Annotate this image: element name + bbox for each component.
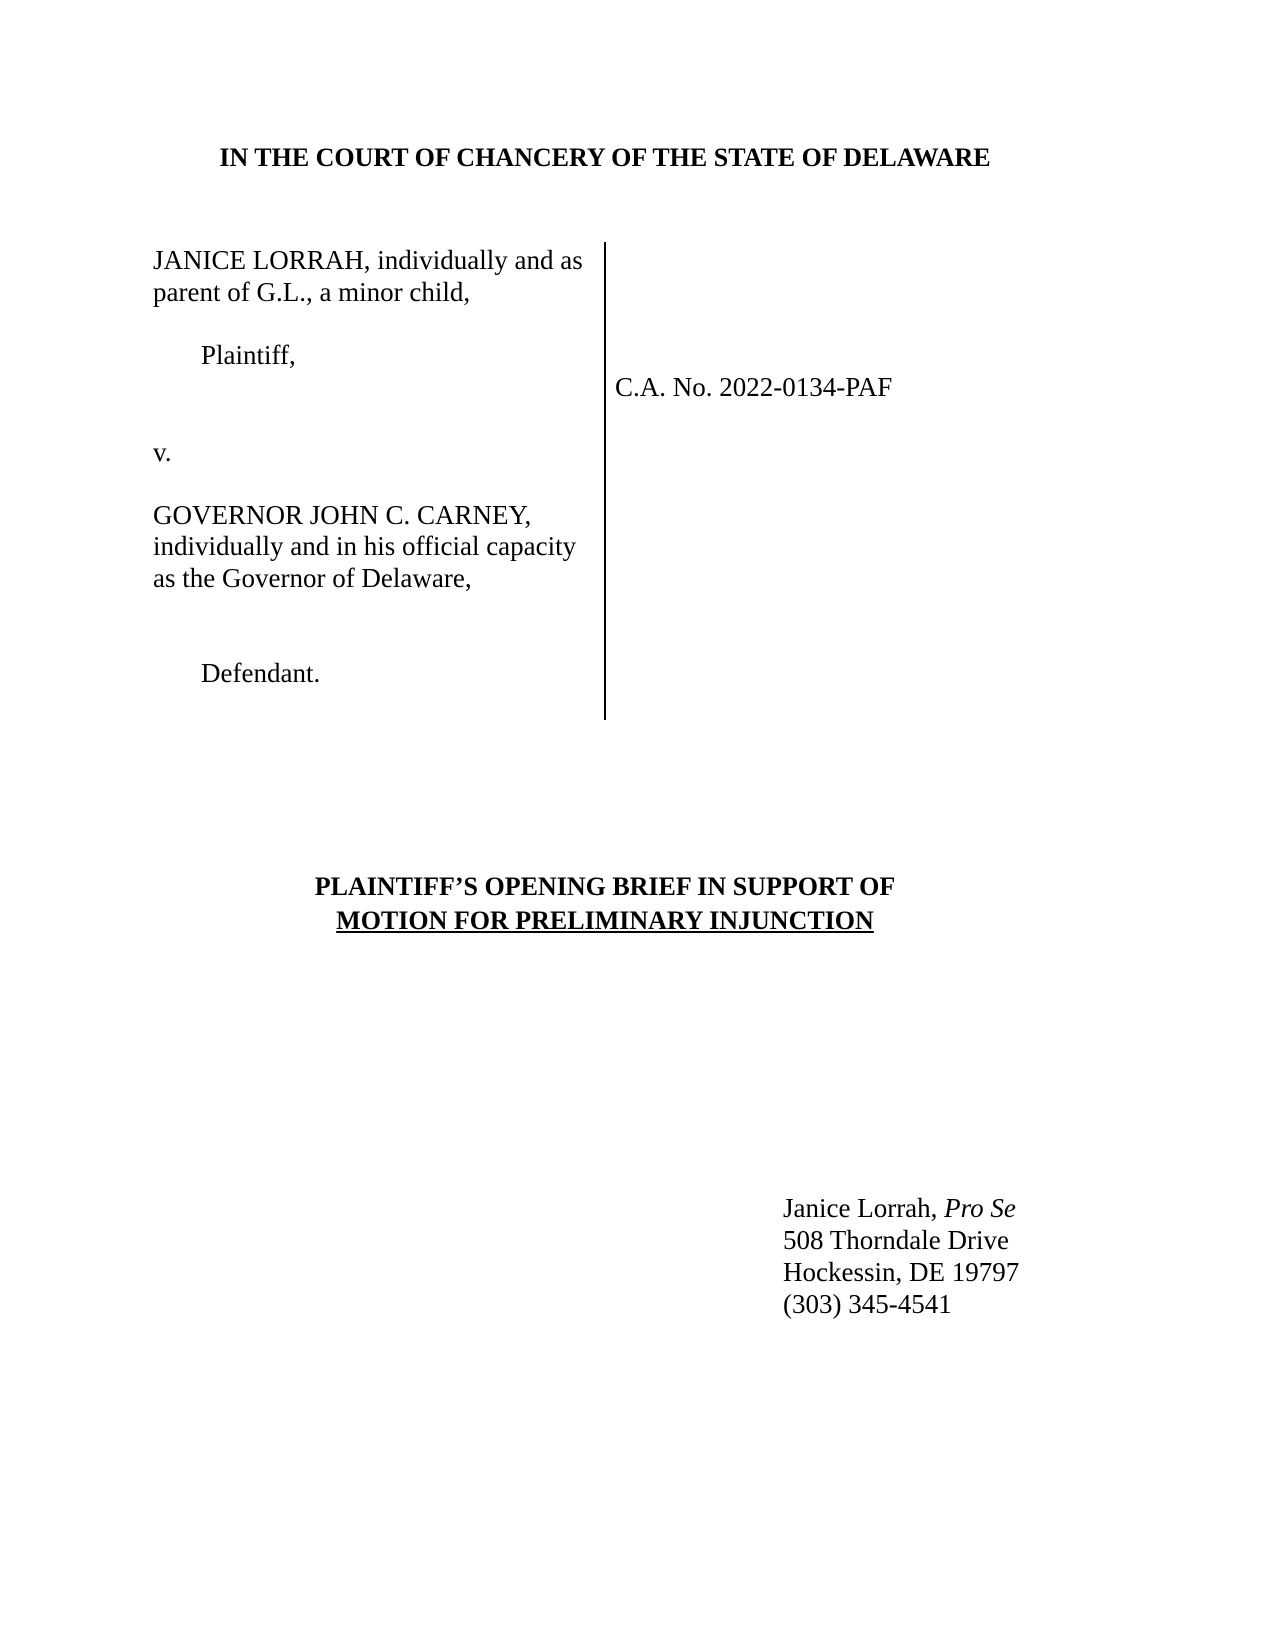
plaintiff-label: Plaintiff, [201,340,296,370]
caption-divider [604,242,606,720]
defendant-name-line-3: as the Governor of Delaware, [153,563,472,593]
brief-title-line-2-text: MOTION FOR PRELIMINARY INJUNCTION [336,906,874,935]
signature-phone: (303) 345-4541 [783,1289,952,1319]
court-heading: IN THE COURT OF CHANCERY OF THE STATE OF DELAWARE [219,143,991,172]
brief-title-line-1: PLAINTIFF’S OPENING BRIEF IN SUPPORT OF [314,872,896,901]
signature-name-line [783,1192,1016,1224]
plaintiff-name-line-2: parent of G.L., a minor child, [153,277,471,307]
case-number: C.A. No. 2022-0134-PAF [615,372,893,402]
signature-designation: Pro Se [944,1193,1016,1223]
brief-title-line-2 [0,905,1210,937]
defendant-label: Defendant. [201,658,321,688]
defendant-name-line-1: GOVERNOR JOHN C. CARNEY, [153,500,532,530]
signature-address-1: 508 Thorndale Drive [783,1225,1009,1255]
signature-name: Janice Lorrah, [783,1193,938,1223]
versus: v. [153,437,172,467]
signature-address-2: Hockessin, DE 19797 [783,1257,1020,1287]
plaintiff-name-line-1: JANICE LORRAH, individually and as [153,245,583,275]
defendant-name-line-2: individually and in his official capacity [153,531,577,561]
